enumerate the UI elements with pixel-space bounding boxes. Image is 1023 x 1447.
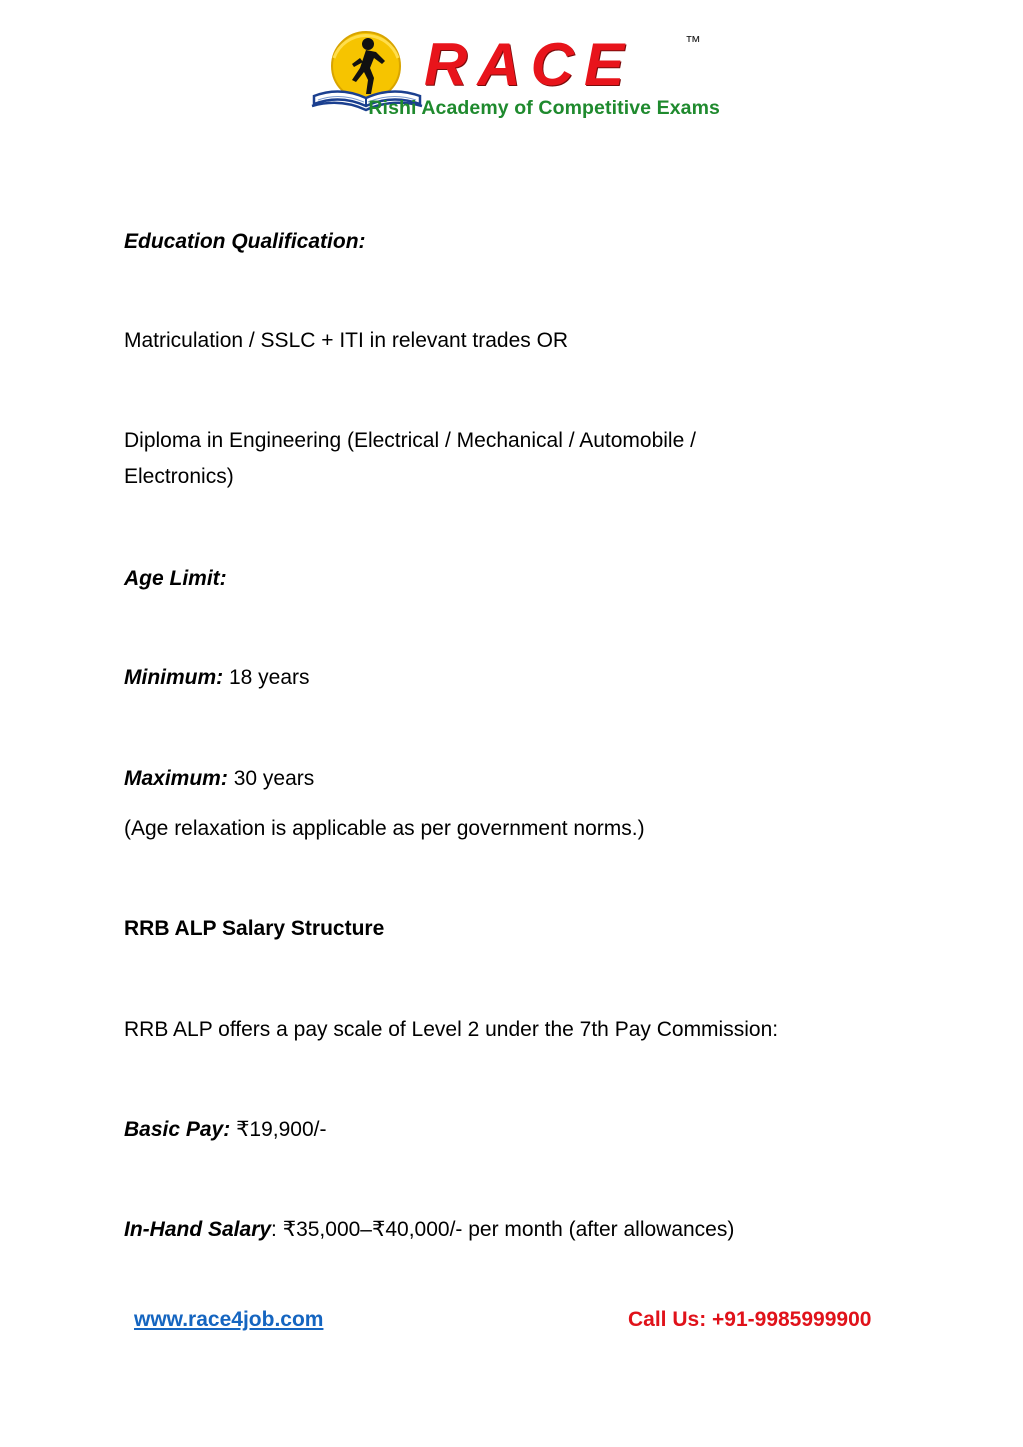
age-heading: Age Limit: — [124, 567, 227, 590]
education-heading: Education Qualification: — [124, 230, 366, 253]
education-line-diploma-cont: Electronics) — [124, 465, 234, 488]
salary-heading: RRB ALP Salary Structure — [124, 917, 385, 940]
logo-subtitle: Rishi Academy of Competitive Exams — [368, 97, 720, 119]
race-logo — [308, 28, 720, 124]
basic-value: ₹19,900/- — [230, 1118, 327, 1141]
min-value: 18 years — [223, 666, 310, 689]
basic-pay — [124, 1112, 327, 1148]
min-label: Minimum: — [124, 666, 224, 689]
age-maximum — [124, 761, 314, 797]
education-line-matriculation: Matriculation / SSLC + ITI in relevant trades OR — [124, 329, 569, 352]
call-us-text: Call Us: +91-9985999900 — [628, 1308, 872, 1331]
in-hand-salary — [124, 1212, 734, 1248]
basic-label: Basic Pay: — [124, 1118, 231, 1141]
logo-wordmark: RACE — [424, 31, 635, 98]
inhand-label: In-Hand Salary — [124, 1218, 272, 1241]
trademark-symbol: ™ — [685, 34, 701, 51]
website-link[interactable]: www.race4job.com — [134, 1308, 324, 1331]
education-line-diploma: Diploma in Engineering (Electrical / Mechanical / Automobile / — [124, 429, 696, 452]
max-value: 30 years — [227, 767, 315, 790]
age-minimum — [124, 660, 310, 696]
salary-intro: RRB ALP offers a pay scale of Level 2 under the 7th Pay Commission: — [124, 1018, 779, 1041]
age-note: (Age relaxation is applicable as per government norms.) — [124, 817, 645, 840]
inhand-value: : ₹35,000–₹40,000/- per month (after allowances) — [271, 1218, 735, 1241]
max-label: Maximum: — [124, 767, 228, 790]
